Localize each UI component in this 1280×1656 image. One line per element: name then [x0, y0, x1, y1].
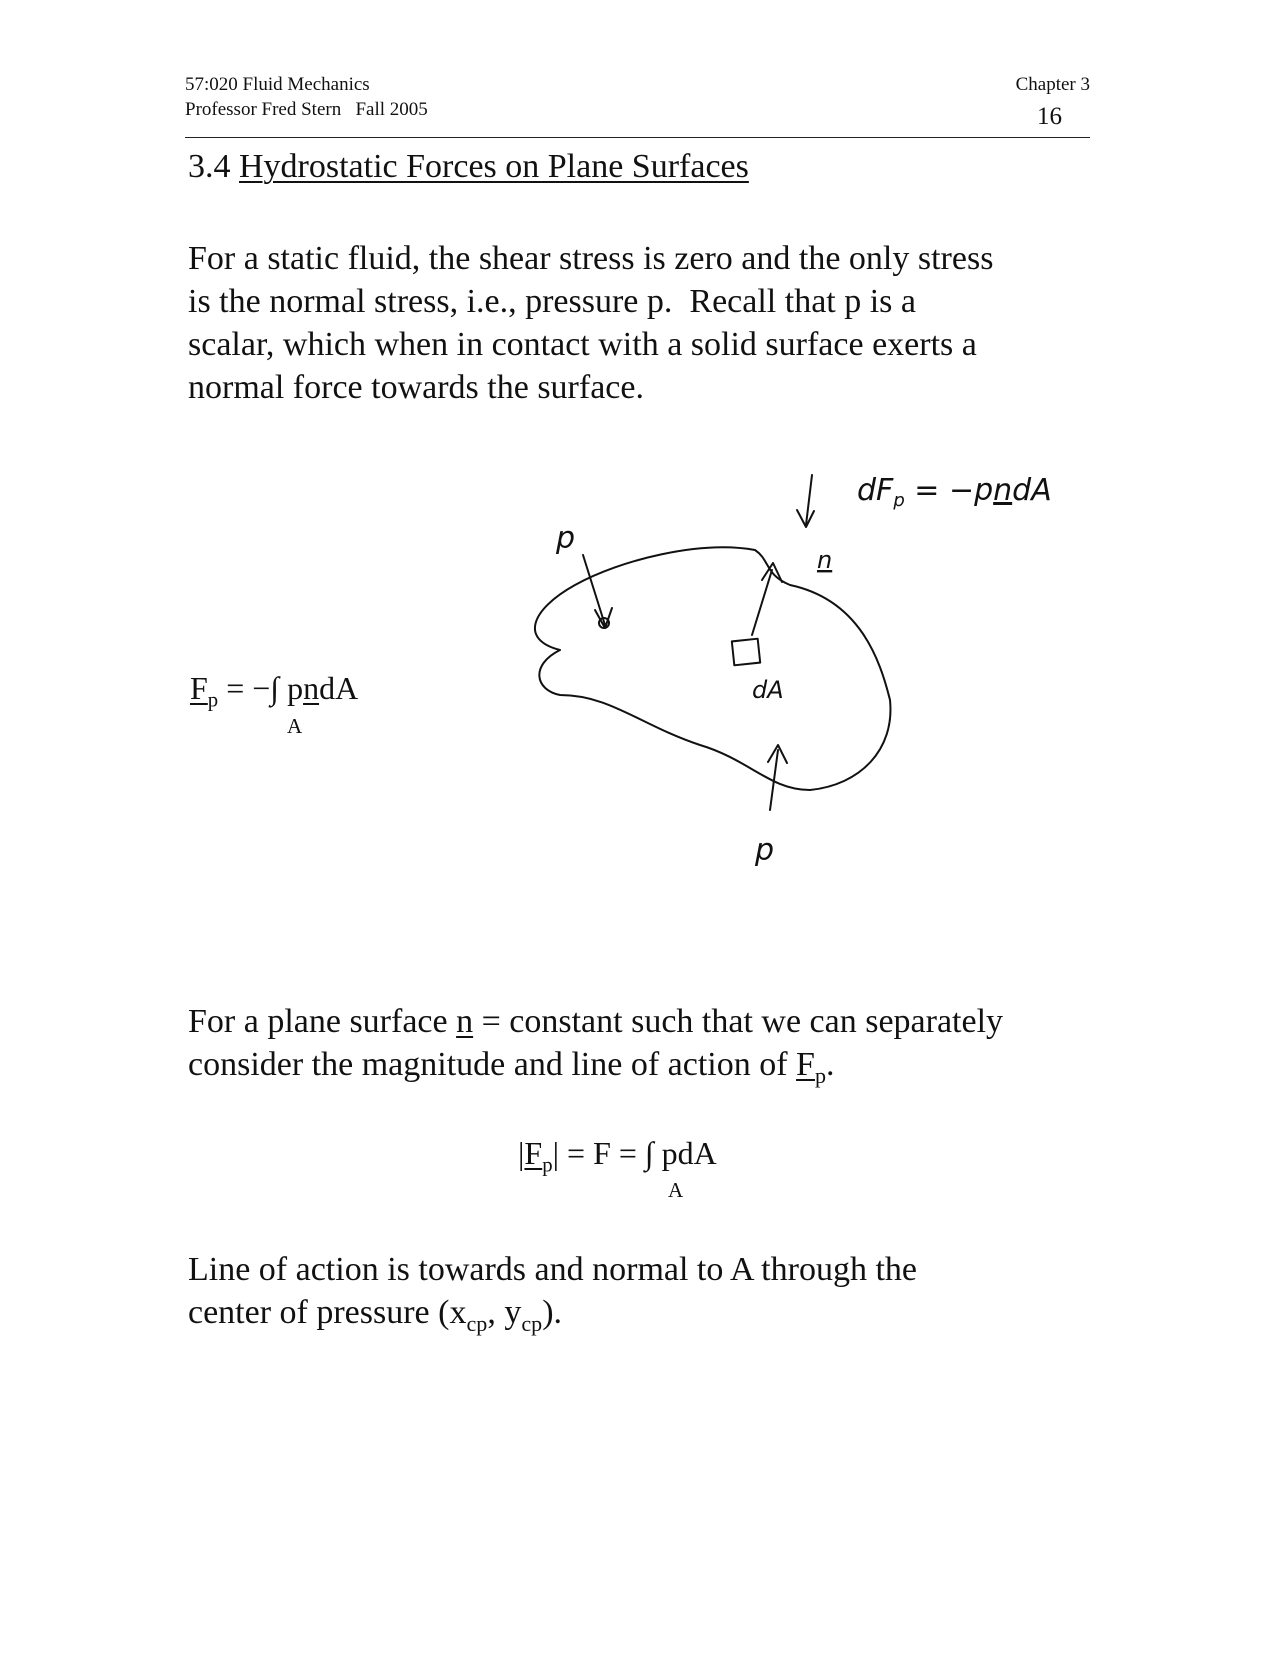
intro-line: is the normal stress, i.e., pressure p. Recall that p is a [188, 283, 916, 320]
label-normal: n [817, 546, 833, 574]
pressure-arrow-top-left [583, 555, 605, 625]
force-vector-equation [190, 670, 358, 712]
plane-surface-paragraph [188, 1000, 1093, 1097]
eq-force-lhs: $F_p$ [190, 670, 219, 712]
magnitude-equation [518, 1135, 717, 1177]
force-element-arrow [806, 475, 812, 525]
intro-line: normal force towards the surface. [188, 369, 644, 406]
label-p-bottom: p [755, 833, 775, 868]
eq-mag-limit: A [668, 1178, 684, 1202]
action-line-2: center of pressure ($x_{cp}$, $y_{cp}$). [188, 1294, 563, 1336]
section-title [188, 148, 749, 186]
action-line-1: Line of action is towards and normal to A through the [188, 1251, 917, 1288]
force-symbol: $F_p$ [796, 1046, 827, 1088]
label-dA: dA [752, 676, 784, 704]
intro-paragraph [188, 237, 1093, 409]
plane-line-2: consider the magnitude and line of action of $F_p$. [188, 1046, 835, 1088]
eq-force-rhs-post: dA [319, 670, 359, 706]
header-professor: Professor Fred Stern Fall 2005 [185, 99, 428, 120]
normal-symbol: n [456, 1003, 474, 1040]
eq-mag-bar-left: | [518, 1135, 525, 1171]
intro-line: For a static fluid, the shear stress is zero and the only stress [188, 240, 994, 277]
area-element-dA [732, 639, 760, 666]
section-number: 3.4 [188, 148, 231, 185]
eq-force-normal: n [303, 670, 320, 706]
line-of-action-paragraph [188, 1248, 1093, 1345]
eq-force-rhs-pre: = −∫ p [218, 670, 304, 706]
section-title-text: Hydrostatic Forces on Plane Surfaces [239, 148, 749, 185]
label-dFp-equation: $dF_p$ = −pndA [857, 473, 1052, 511]
plane-line-1: For a plane surface n = constant such that we can separately [188, 1003, 1004, 1040]
header-chapter: Chapter 3 [1015, 74, 1090, 95]
normal-vector-arrow [752, 570, 772, 635]
eq-mag-F: $F_p$ [524, 1135, 553, 1177]
intro-line: scalar, which when in contact with a solid surface exerts a [188, 326, 977, 363]
eq-mag-bar-right: | [552, 1135, 560, 1171]
header-divider [185, 137, 1090, 138]
surface-outline [535, 547, 891, 790]
eq-force-limit: A [287, 714, 303, 738]
label-p-top: p [556, 521, 576, 556]
pressure-arrow-bottom [770, 750, 778, 810]
header-course: 57:020 Fluid Mechanics [185, 74, 370, 95]
eq-mag-rhs: = F = ∫ pdA [559, 1135, 717, 1171]
page-number: 16 [1037, 103, 1062, 130]
